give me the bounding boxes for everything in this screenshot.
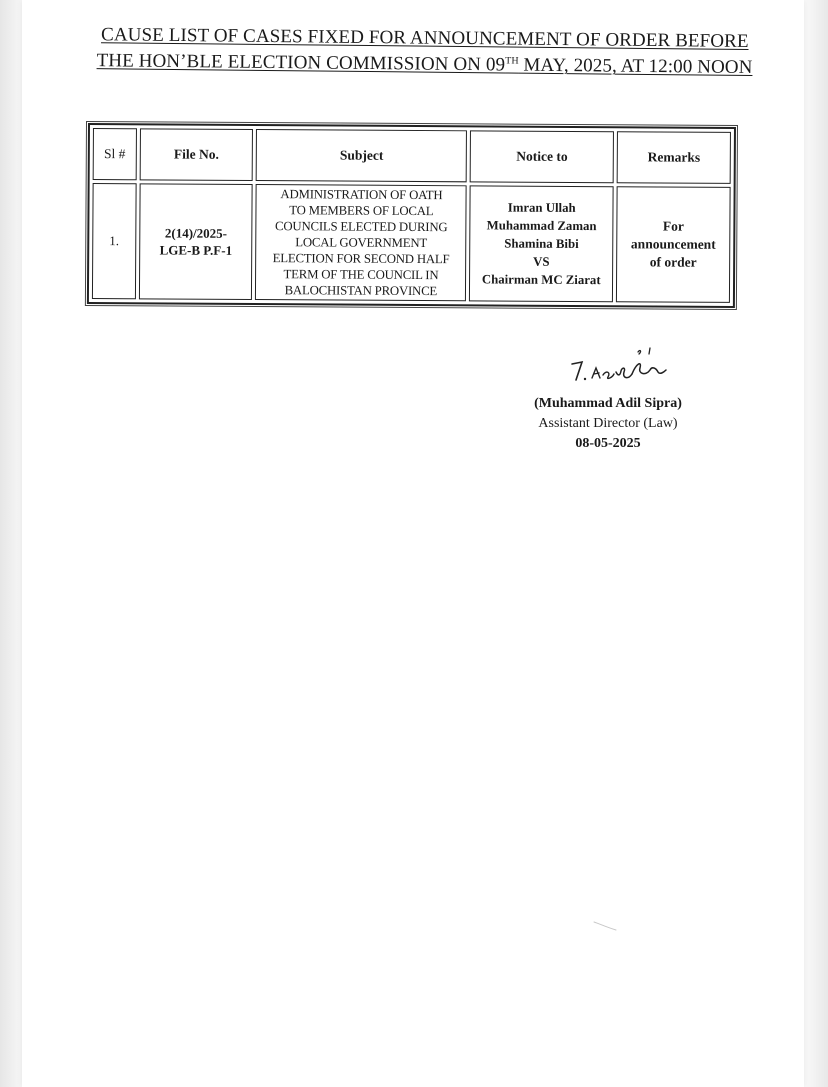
cell-subject: [255, 184, 467, 301]
table-header-row: [93, 128, 731, 184]
cell-sl: 1.: [92, 183, 137, 299]
header-subject: Subject: [256, 129, 467, 182]
notice-line: Shamina Bibi: [504, 236, 579, 251]
cause-list-table-container: [87, 123, 736, 308]
heading-line-1: CAUSE LIST OF CASES FIXED FOR ANNOUNCEMENT OF ORDER BEFORE: [101, 24, 749, 53]
header-file-no: File No.: [139, 128, 253, 181]
remarks-line: For: [662, 218, 684, 234]
header-remarks: Remarks: [617, 131, 731, 184]
signatory-block: [508, 394, 708, 454]
table-row: [92, 183, 731, 303]
document-heading: [79, 22, 770, 81]
notice-line: Imran Ullah: [507, 200, 576, 215]
handwritten-signature: [566, 342, 686, 392]
notice-line: Muhammad Zaman: [486, 218, 597, 234]
remarks-line: of order: [649, 254, 697, 270]
subject-line: LOCAL GOVERNMENT: [295, 235, 428, 251]
heading-line-2-start: THE HON’BLE ELECTION COMMISSION ON 09: [96, 50, 506, 76]
subject-line: TERM OF THE COUNCIL IN: [283, 267, 439, 283]
notice-line: VS: [533, 254, 550, 269]
file-no-line: LGE-B P.F-1: [159, 242, 233, 258]
page-shadow-right: [804, 0, 828, 1087]
subject-line: COUNCILS ELECTED DURING: [275, 219, 448, 235]
header-sl: Sl #: [93, 128, 137, 180]
file-no-line: 2(14)/2025-: [164, 225, 228, 241]
page-shadow-left: [0, 0, 22, 1087]
subject-line: TO MEMBERS OF LOCAL: [289, 203, 434, 219]
subject-line: BALOCHISTAN PROVINCE: [284, 283, 438, 299]
subject-line: ELECTION FOR SECOND HALF: [272, 251, 450, 267]
cell-notice-to: [469, 185, 614, 302]
signatory-date: 08-05-2025: [575, 436, 641, 451]
signatory-name: (Muhammad Adil Sipra): [534, 396, 682, 411]
remarks-line: announcement: [630, 236, 716, 252]
subject-line: ADMINISTRATION OF OATH: [280, 187, 443, 203]
header-notice-to: Notice to: [470, 130, 614, 183]
heading-date-superscript: TH: [505, 55, 519, 67]
cell-file-no: [139, 183, 253, 300]
stray-pen-mark: [592, 918, 622, 934]
signatory-designation: Assistant Director (Law): [538, 416, 678, 431]
cell-remarks: [616, 186, 731, 303]
notice-line: Chairman MC Ziarat: [481, 272, 601, 288]
cause-list-table: [87, 123, 736, 308]
heading-line-2-end: MAY, 2025, AT 12:00 NOON: [518, 54, 753, 79]
